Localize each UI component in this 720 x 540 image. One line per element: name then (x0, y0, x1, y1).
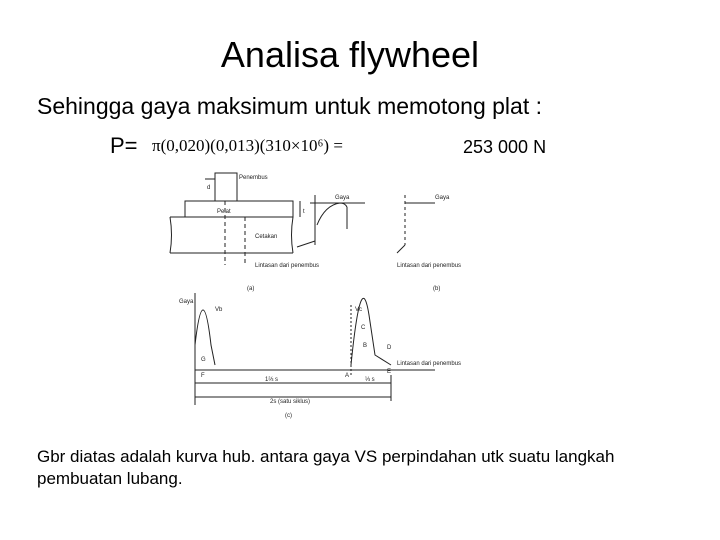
label-a-pt: A (345, 373, 350, 379)
label-gaya-b: Gaya (335, 195, 350, 201)
label-span2: ⅓ s (365, 377, 375, 383)
label-lintasan-c: Lintasan dari penembus (397, 361, 462, 367)
caption-text: Gbr diatas adalah kurva hub. antara gaya VS perpindahan utk suatu langkah pembuatan lubang. (37, 447, 615, 488)
punching-diagram (165, 165, 510, 427)
label-t: t (303, 209, 305, 215)
label-lintasan-b: Lintasan dari penembus (397, 263, 462, 269)
label-b-pt: B (363, 343, 368, 349)
slide-title: Analisa flywheel (220, 34, 480, 75)
formula-label: P= (110, 133, 138, 158)
intro-text: Sehingga gaya maksimum untuk memotong plat : (37, 93, 542, 119)
punch-shape (215, 173, 237, 201)
label-pelat: Pelat (217, 209, 231, 215)
label-gaya-c: Gaya (179, 299, 194, 305)
formula-expression: π(0,020)(0,013)(310×10⁶) = (152, 136, 343, 155)
label-g: G (201, 357, 206, 363)
label-span1: 1⅔ s (265, 377, 279, 383)
label-panel-c: (c) (285, 413, 292, 419)
label-f: F (201, 373, 205, 379)
label-e-pt: E (387, 369, 392, 375)
label-cetakan: Cetakan (255, 234, 278, 240)
label-panel-a: (a) (247, 286, 255, 292)
plate-shape (185, 201, 293, 217)
label-lintasan-a: Lintasan dari penembus (255, 263, 320, 269)
punching-diagram-svg (165, 165, 510, 427)
label-c-pt: C (361, 325, 366, 331)
label-d: d (207, 185, 211, 191)
label-d-pt: D (387, 345, 392, 351)
label-span3: 2s (satu siklus) (270, 399, 311, 405)
formula-result: 253 000 N (463, 137, 547, 157)
label-vc: Vc (355, 307, 363, 313)
label-panel-b: (b) (433, 286, 441, 292)
label-penembus: Penembus (239, 175, 268, 181)
label-vb: Vb (215, 307, 223, 313)
label-gaya-b2: Gaya (435, 195, 450, 201)
